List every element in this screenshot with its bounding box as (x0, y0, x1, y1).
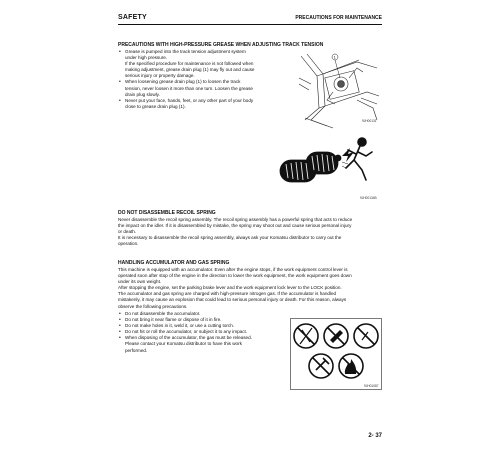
list-item: • When loosening grease drain plug (1) to loosen the track tension, never loosen it more than one turn. Loosen the grease drain plug slowly. (118, 79, 296, 97)
section-title-recoil-spring: DO NOT DISASSEMBLE RECOIL SPRING (118, 210, 216, 216)
no-welding-icon (354, 324, 378, 348)
header-rule (118, 24, 382, 25)
callout-1: 1 (333, 54, 336, 60)
header-section-title: SAFETY (118, 14, 147, 21)
figure2-caption: 9JH00134B (360, 196, 377, 200)
section2-body: Never disassemble the recoil spring assembly. The recoil spring assembly has a powerful spring that acts to reduce the impact on the idler. If it is disassembled by mistake, the spring may shoot out and cause serious personal injury or death. It is necessary to disassemble the recoil spring assembly, always ask your Komatsu distributor to carry out the operation. (118, 217, 353, 247)
figure-flying-plug-hazard (276, 134, 380, 202)
no-disassemble-icon (294, 324, 318, 348)
list-item: • Never put your face, hands, feet, or any other part of your body close to grease drain plug (1). (118, 98, 296, 110)
header-chapter-title: PRECAUTIONS FOR MAINTENANCE (295, 15, 382, 21)
section1-body (118, 49, 296, 110)
list-item: • Do not make holes in it, weld it, or use a cutting torch. (118, 323, 288, 329)
section-title-accumulator: HANDLING ACCUMULATOR AND GAS SPRING (118, 260, 230, 266)
list-item: • When disposing of the accumulator, the gas must be released. Please contact your Komatsu distributor to have this work performed. (118, 335, 288, 353)
section-title-track-tension: PRECAUTIONS WITH HIGH-PRESSURE GREASE WHEN ADJUSTING TRACK TENSION (118, 42, 324, 48)
accumulator-precautions-list (118, 311, 288, 354)
figure1-caption: 9JH00131 (362, 119, 377, 123)
list-item: • Do not hit or roll the accumulator, or subject it to any impact. (118, 329, 288, 335)
no-drill-icon (324, 324, 348, 348)
no-fire-icon (339, 354, 363, 378)
figure-grease-drain-plug (297, 48, 383, 130)
list-item: • Grease is pumped into the track tension adjustment system under high pressure. If the specified procedure for maintenance is not followed when making adjustment, grease drain plug (1) may fly out and cause serious injury or property damage. (118, 49, 296, 79)
page-number: 2- 37 (368, 433, 382, 439)
section3-body: This machine is equipped with an accumulator. Even after the engine stops, if the work equipment control lever is operated soon after stop of the engine in the direction to lower the work equipment, the work equipment goes down under its own weight. After stopping the engine, set the parking brake lever and the work equipment lock lever to the LOCK position. The accumulator and gas spring are charged with high-pressure nitrogen gas. If the accumulator is handled mistakenly, it may cause an explosion that could lead to serious personal injury or death. For this reason, always observe the following precautions. (118, 267, 352, 309)
figure3-caption: 9JH01087 (364, 384, 379, 388)
no-impact-icon (309, 354, 333, 378)
list-item: • Do not disassemble the accumulator. (118, 311, 288, 317)
figure-accumulator-prohibitions (290, 318, 382, 390)
list-item: • Do not bring it near flame or dispose of it in fire. (118, 317, 288, 323)
